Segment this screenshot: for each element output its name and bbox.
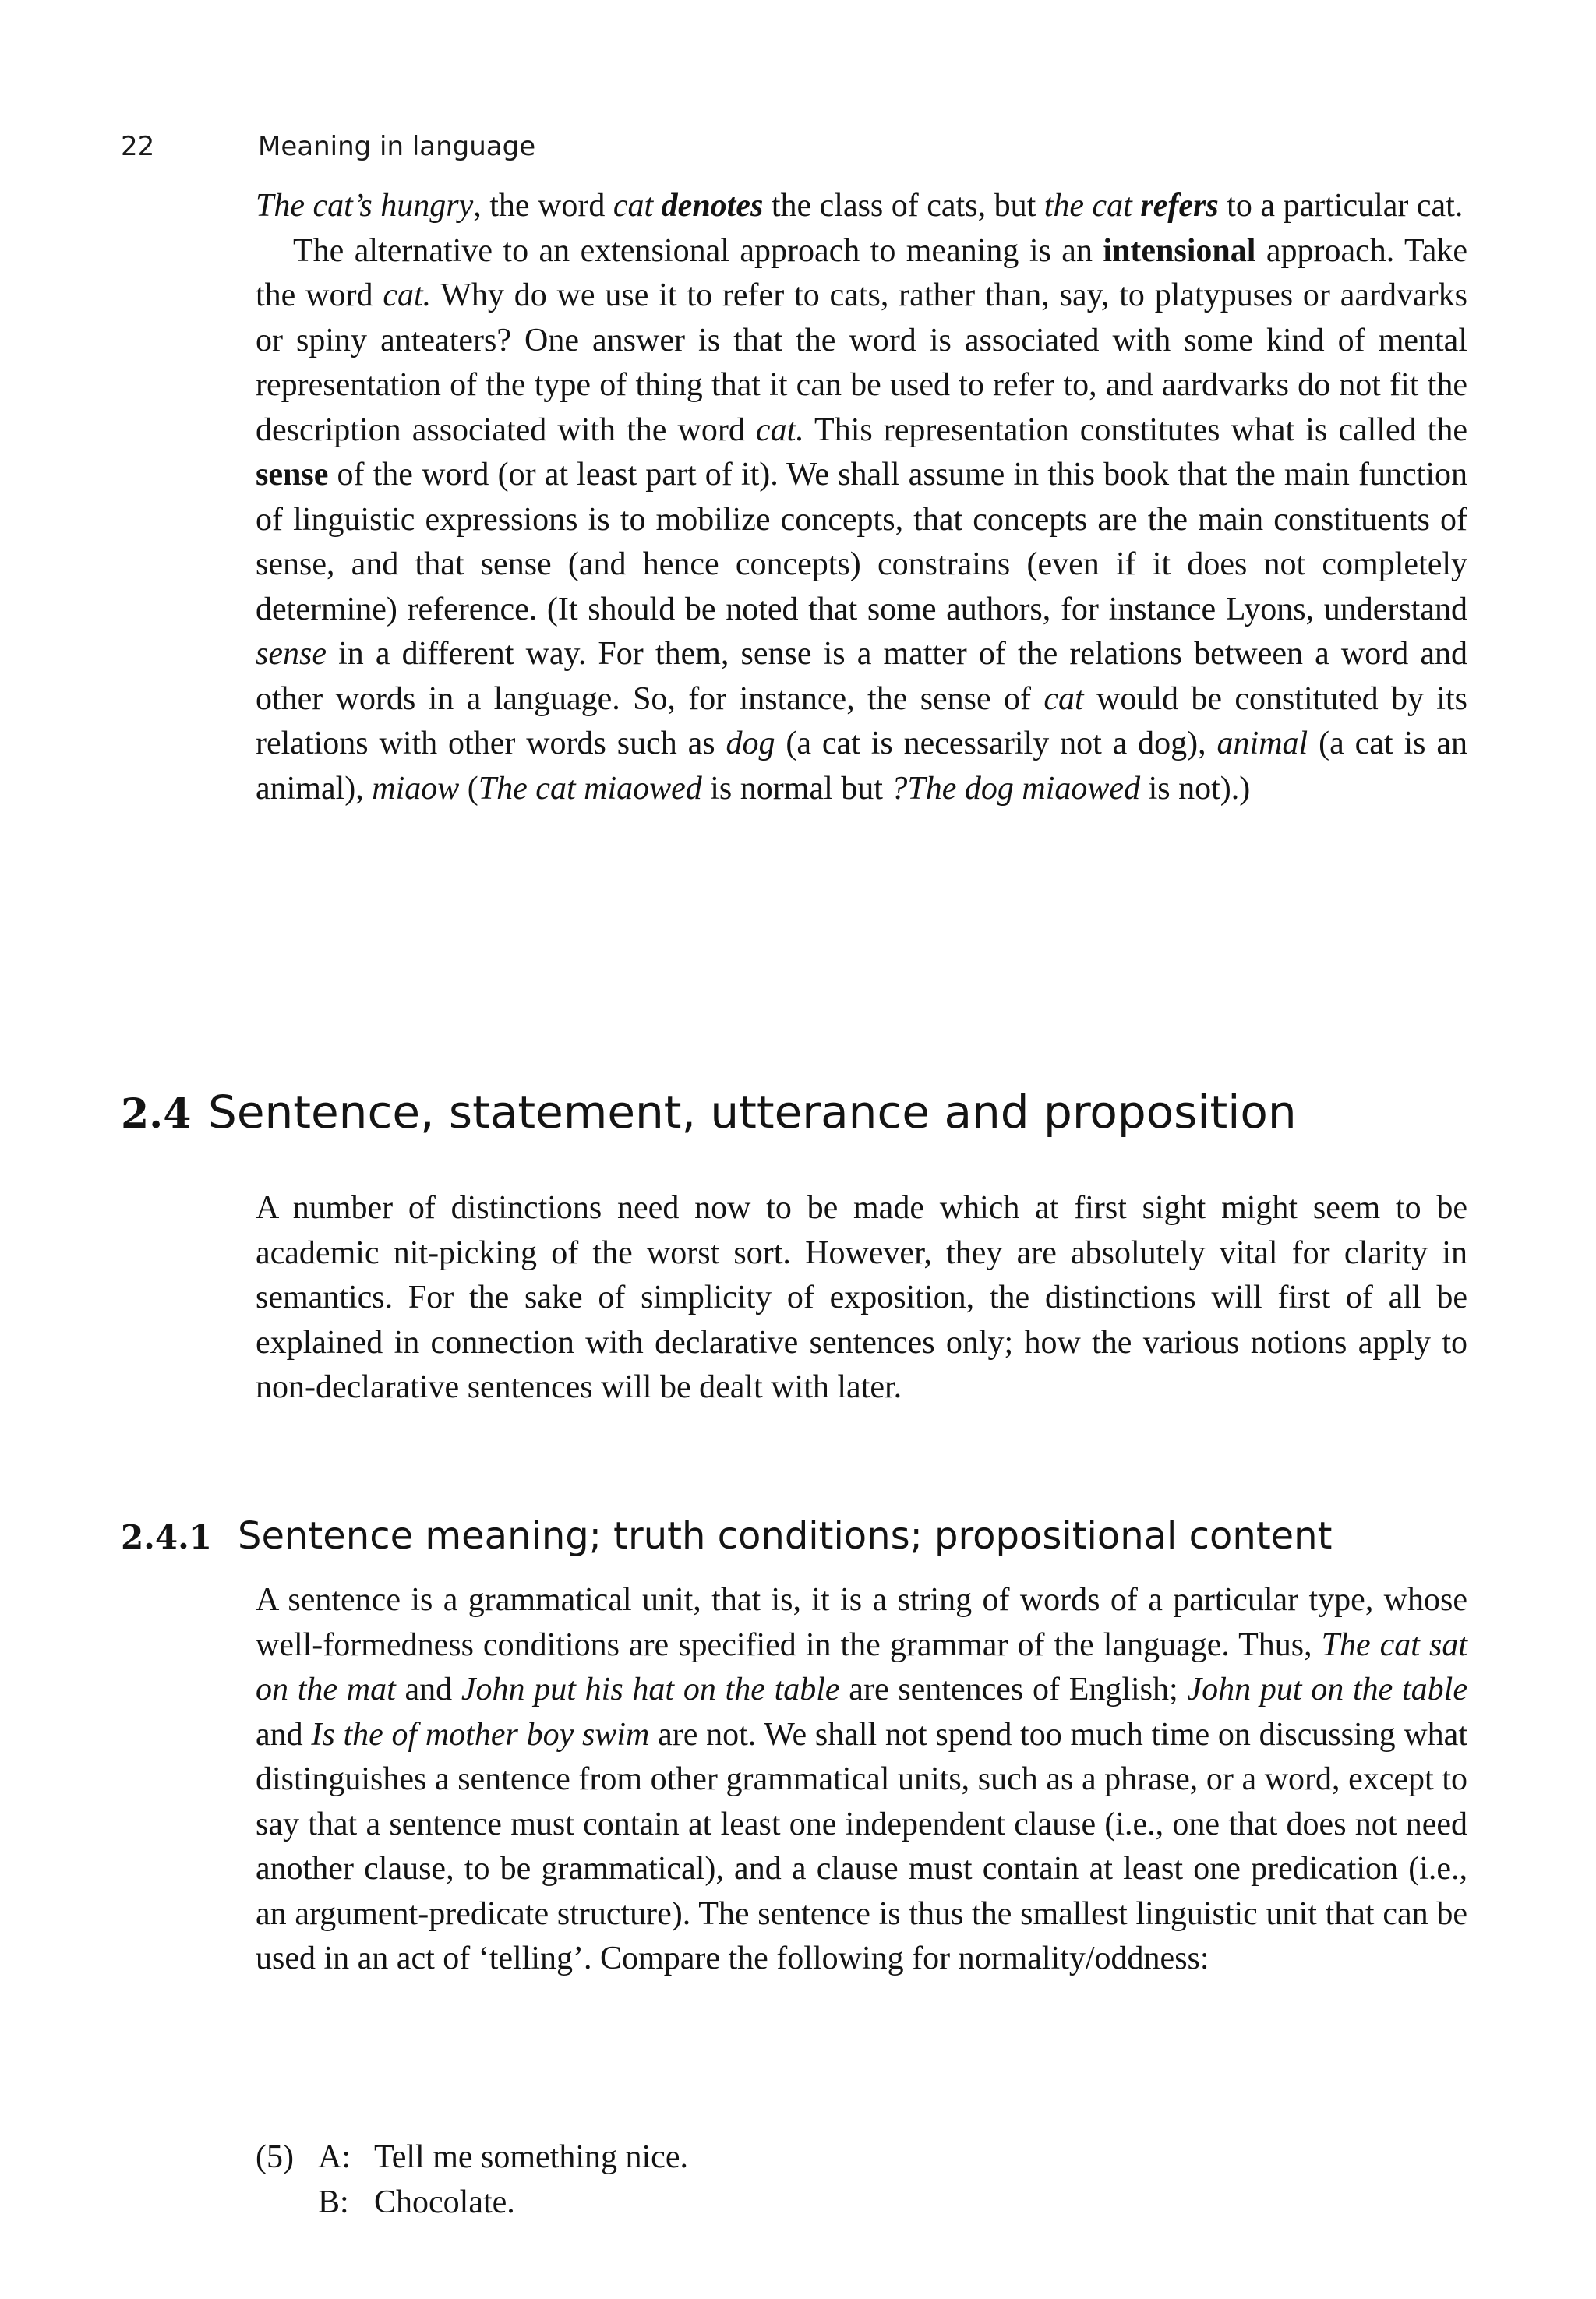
section-number: 2.4 <box>121 1090 192 1138</box>
text-run: , the word <box>473 188 613 224</box>
subsection-text-block <box>256 1578 1467 1982</box>
italic-term: Is the of mother boy swim <box>311 1716 650 1753</box>
bold-italic-term: refers <box>1140 188 1219 224</box>
section-title: Sentence, statement, utterance and proposition <box>208 1086 1297 1139</box>
text-run: the class of cats, but <box>763 188 1044 224</box>
text-run: would be constituted by its relations with other words such as <box>256 680 1467 761</box>
paragraph <box>256 229 1467 812</box>
text-run: is not).) <box>1140 770 1251 807</box>
bold-italic-term: denotes <box>661 188 764 224</box>
page-number: 22 <box>121 131 155 162</box>
text-run: is normal but <box>701 770 892 807</box>
text-run: of the word (or at least part of it). We shall assume in this book that the main function of linguistic expressions is to mobilize concepts, that concepts are the main constituents of sense, and that sense (and hence concepts) constrains (even if it does not completely determine) reference. (It should be noted that some authors, for instance Lyons, understand <box>256 457 1467 627</box>
example-speaker: B: <box>318 2184 349 2220</box>
text-run: A sentence is a grammatical unit, that is, it is a string of words of a particular type, whose well-formedness conditions are specified in the grammar of the language. Thus, <box>256 1582 1467 1663</box>
italic-term: The cat sat on the mat <box>256 1626 1467 1707</box>
paragraph <box>256 1578 1467 1982</box>
italic-term: cat. <box>755 411 804 448</box>
text-run: are sentences of English; <box>839 1672 1188 1707</box>
running-head <box>121 131 535 162</box>
italic-term: the cat <box>1043 188 1132 224</box>
subsection-heading <box>121 1514 1332 1558</box>
text-run: A number of distinctions need now to be made which at first sight might seem to be academic nit-picking of the worst sort. However, they are absolutely vital for clarity in semantics. For the sake of simplicity of exposition, the distinctions will first of all be explained in connection with declarative sentences only; how the various notions apply to non-declarative sentences will be dealt with later. <box>256 1190 1467 1405</box>
text-run: ( <box>459 770 478 807</box>
example-line <box>256 2135 688 2181</box>
italic-term: miaow <box>372 770 460 807</box>
italic-term: cat. <box>383 277 432 313</box>
italic-term: The cat’s hungry <box>256 188 474 224</box>
subsection-title: Sentence meaning; truth conditions; propositional content <box>238 1514 1333 1558</box>
text-run: to a particular cat. <box>1218 188 1464 224</box>
italic-term: cat <box>613 188 654 224</box>
text-run: and <box>395 1672 461 1707</box>
text-run: (a cat is necessarily not a dog), <box>775 726 1217 761</box>
section-heading <box>121 1086 1297 1139</box>
bold-term: intensional <box>1103 232 1256 269</box>
text-run: approach. Take the word <box>256 232 1467 313</box>
text-run: The alternative to an extensional approach to meaning is an <box>293 232 1103 269</box>
italic-term: John put on the table <box>1187 1672 1467 1707</box>
text-run <box>653 188 662 224</box>
example-label: (5) <box>256 2139 294 2175</box>
section-text-block <box>256 1186 1467 1411</box>
text-run: Why do we use it to refer to cats, rather than, say, to platypuses or aardvarks or spiny anteaters? One answer is that the word is associated with some kind of mental representation of the type of thing that it can be used to refer to, and aardvarks do not fit the description associated with the word <box>256 277 1467 448</box>
intro-text-block <box>256 184 1467 811</box>
subsection-number: 2.4.1 <box>121 1518 212 1556</box>
example-speaker: A: <box>318 2139 351 2175</box>
example-text: Chocolate. <box>374 2184 515 2220</box>
paragraph <box>256 184 1467 229</box>
italic-term: ?The dog miaowed <box>891 770 1141 807</box>
paragraph <box>256 1186 1467 1411</box>
text-run <box>1132 188 1141 224</box>
text-run: This representation constitutes what is called the <box>803 411 1467 448</box>
running-head-title: Meaning in language <box>258 131 536 162</box>
italic-term: The cat miaowed <box>478 770 702 807</box>
italic-term: cat <box>1043 680 1084 717</box>
text-run: (a cat is an animal), <box>256 726 1467 807</box>
italic-term: animal <box>1216 726 1308 761</box>
text-run: in a different way. For them, sense is a matter of the relations between a word and other words in a language. So, for instance, the sense of <box>256 636 1467 717</box>
italic-term: dog <box>726 726 775 761</box>
example-line <box>256 2181 688 2226</box>
text-run: are not. We shall not spend too much time on discussing what distinguishes a sentence from other grammatical units, such as a phrase, or a word, except to say that a sentence must contain at least one independent clause (i.e., one that does not need another clause, to be grammatical), and a clause must contain at least one predication (i.e., an argument-predicate structure). The sentence is thus the smallest linguistic unit that can be used in an act of ‘telling’. Compare the following for normality/oddness: <box>256 1716 1467 1976</box>
bold-term: sense <box>256 457 329 493</box>
example-text: Tell me something nice. <box>374 2139 688 2175</box>
italic-term: John put his hat on the table <box>461 1672 840 1707</box>
example-5 <box>256 2135 688 2225</box>
text-run: and <box>256 1716 312 1753</box>
italic-term: sense <box>256 636 327 672</box>
